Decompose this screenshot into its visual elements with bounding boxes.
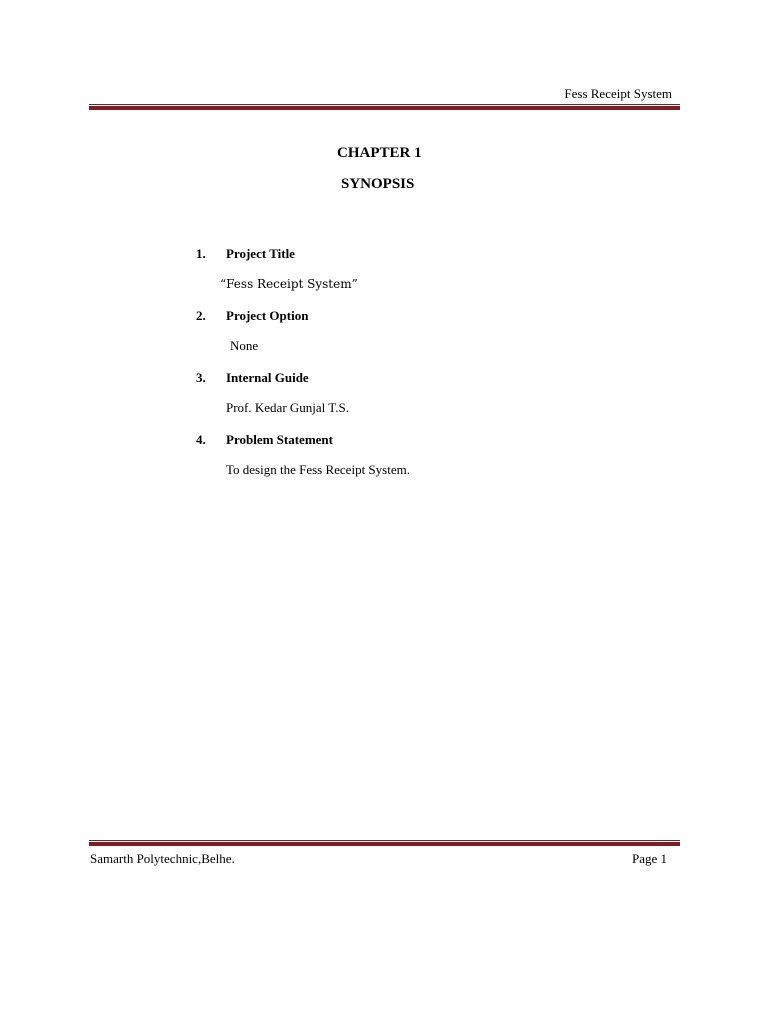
item-heading: Project Title <box>226 246 295 261</box>
item-heading: Problem Statement <box>226 432 333 447</box>
item-value: None <box>230 338 259 353</box>
chapter-title: SYNOPSIS <box>341 176 415 192</box>
header-title: Fess Receipt System <box>564 86 672 101</box>
footer-rule-thin <box>89 840 680 841</box>
item-number: 1. <box>196 246 206 261</box>
footer-institution: Samarth Polytechnic,Belhe. <box>90 851 235 866</box>
item-number: 2. <box>196 308 206 323</box>
footer-page-number: Page 1 <box>631 851 667 866</box>
item-heading: Internal Guide <box>226 370 309 385</box>
item-heading: Project Option <box>226 308 309 323</box>
header-rule-thin <box>89 104 680 105</box>
item-value: To design the Fess Receipt System. <box>226 462 410 477</box>
item-number: 3. <box>196 370 206 385</box>
header-rule-thick <box>89 106 680 110</box>
item-value: Prof. Kedar Gunjal T.S. <box>226 400 349 415</box>
item-value: “Fess Receipt System” <box>220 277 358 291</box>
header-rule <box>89 104 680 110</box>
chapter-number: CHAPTER 1 <box>337 145 422 161</box>
item-number: 4. <box>196 432 206 447</box>
footer-rule <box>89 840 680 846</box>
footer-rule-thick <box>89 842 680 846</box>
